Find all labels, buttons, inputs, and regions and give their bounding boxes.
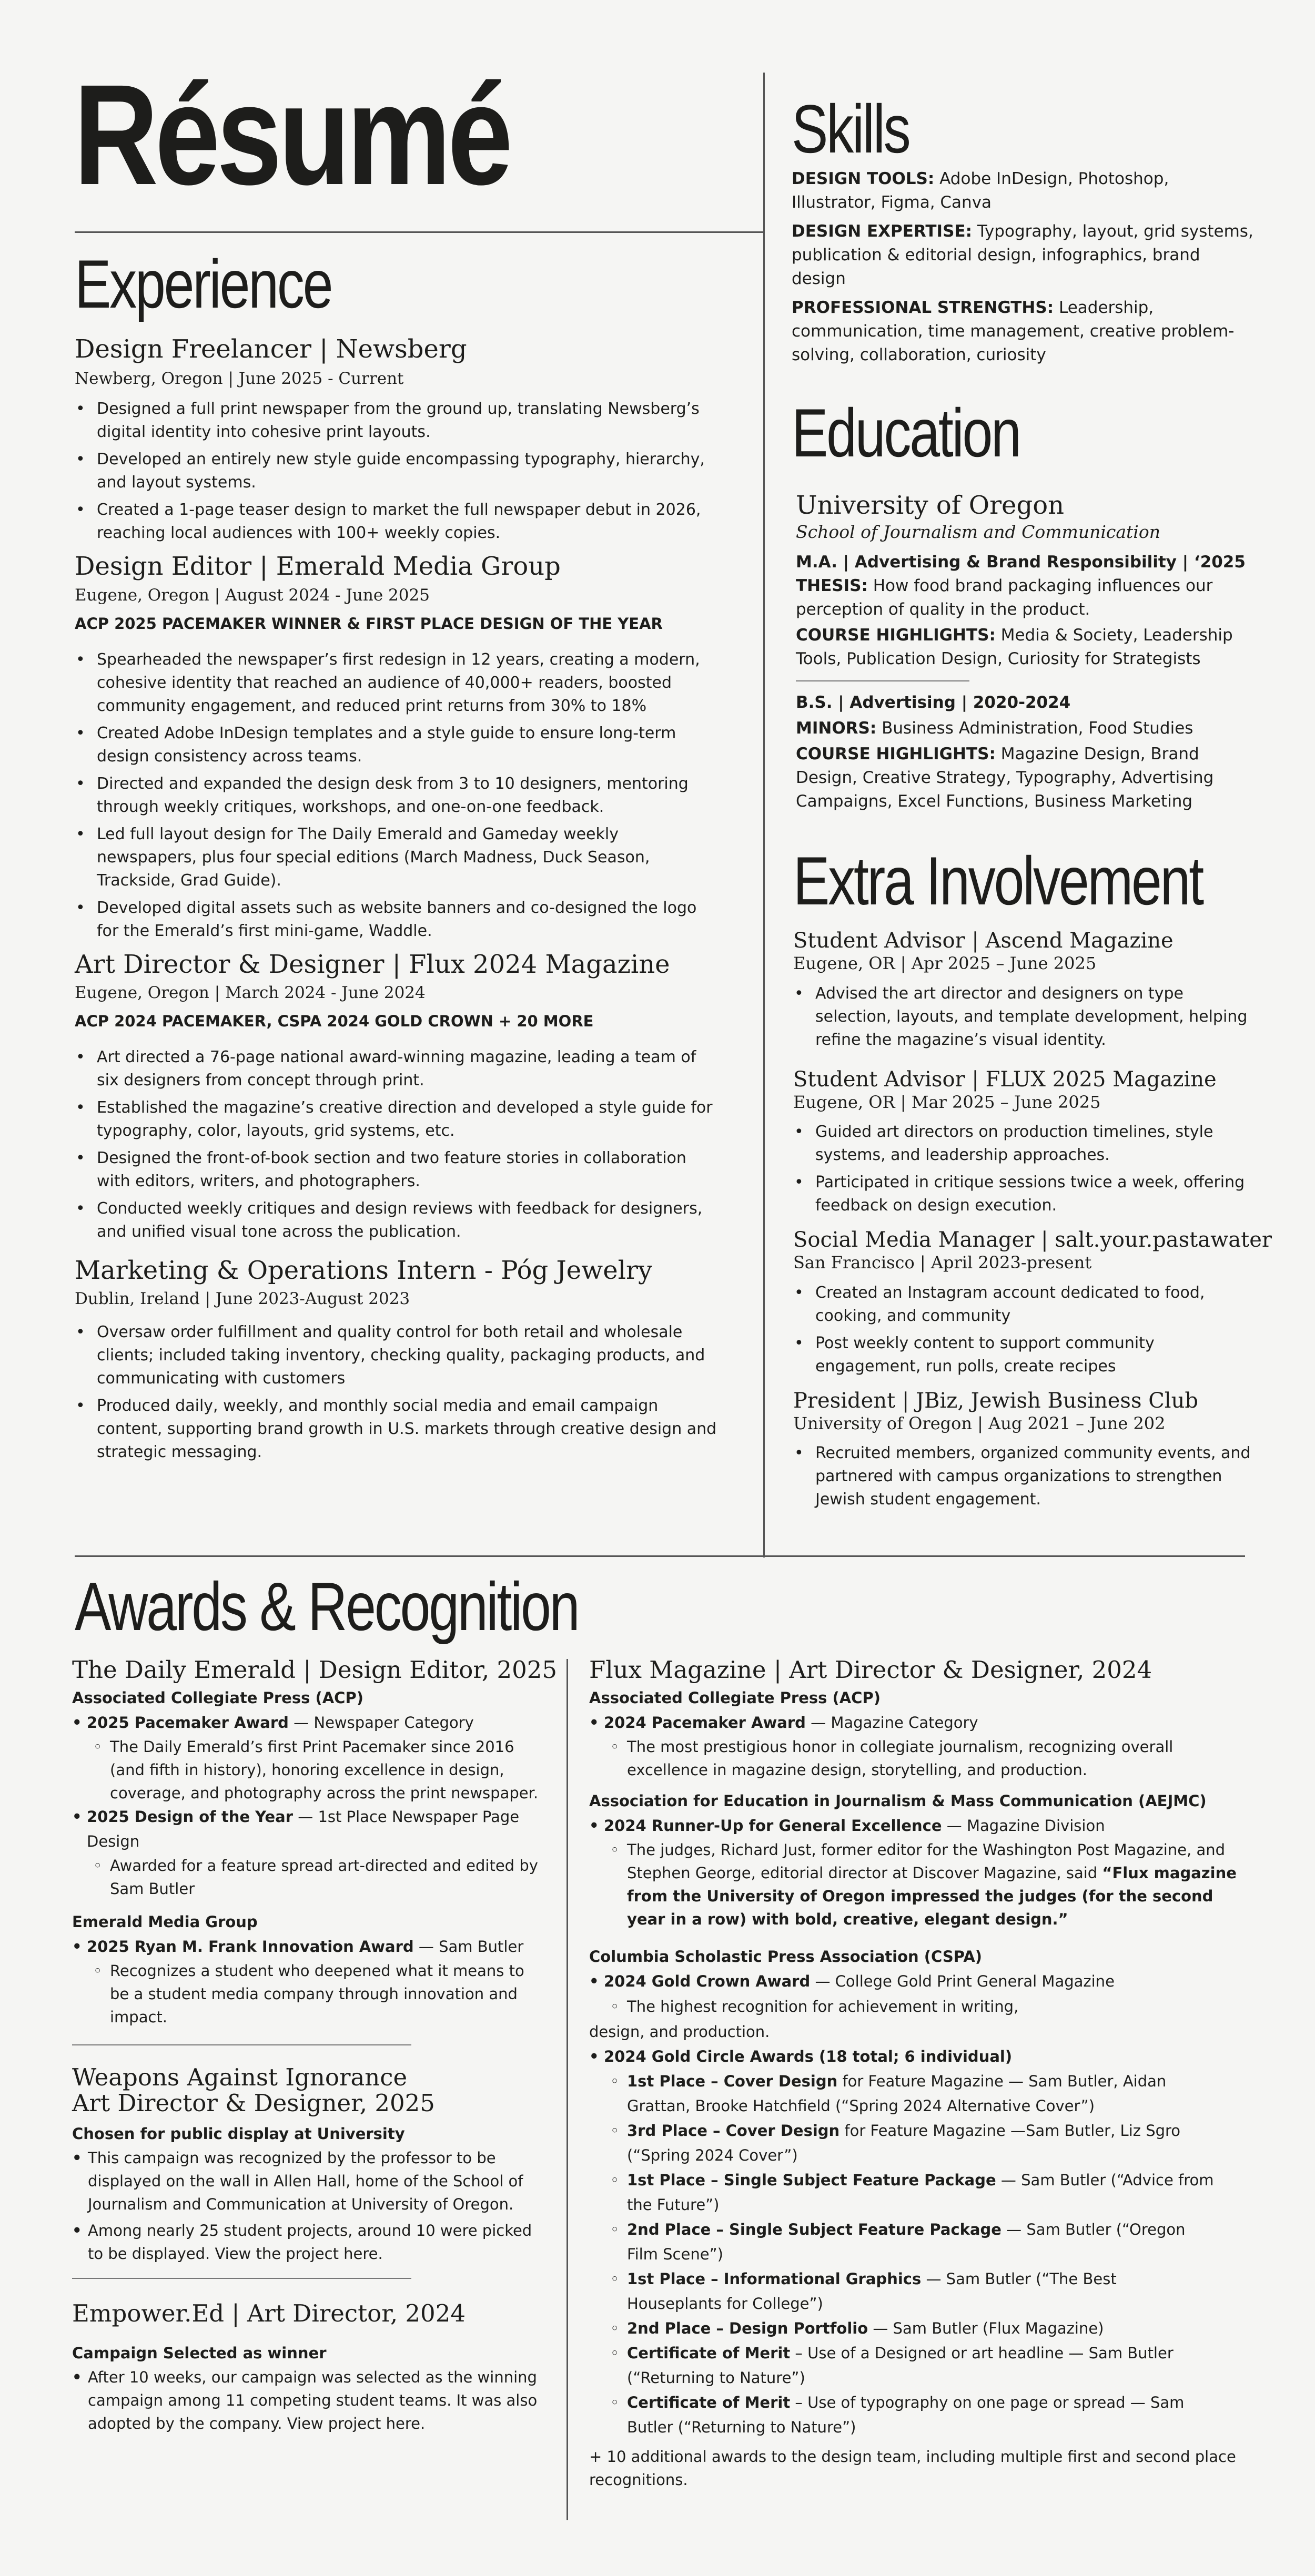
column-divider	[763, 73, 765, 1557]
list-item: • Led full layout design for The Daily Emerald and Gameday weekly newspapers, plus four special editions (March Madness, Duck Season, Trackside, Grad Guide).	[75, 823, 722, 892]
skill-item: PROFESSIONAL STRENGTHS: Leadership, communication, time management, creative problem-solving, collaboration, curiosity	[792, 298, 1235, 364]
award-bullet: • This campaign was recognized by the professor to be displayed on the wall in Allen Hall, home of the School of Journalism and Communication at University of Oregon.	[72, 2146, 545, 2216]
list-item: • Developed an entirely new style guide encompassing typography, hierarchy, and layout systems.	[75, 448, 722, 494]
award-circle-cont: the Future”)	[627, 2195, 720, 2214]
college-name: School of Journalism and Communication	[796, 522, 1160, 543]
award-detail: ◦ Awarded for a feature spread art-directed and edited by Sam Butler	[72, 1854, 545, 1900]
list-item: • Established the magazine’s creative direction and developed a style guide for typography, color, layouts, grid systems, etc.	[75, 1096, 722, 1143]
list-item: • Guided art directors on production timelines, style systems, and leadership approaches.	[793, 1121, 1256, 1167]
experience-heading: Experience	[75, 246, 332, 322]
list-item: • Created a 1-page teaser design to market the full newspaper debut in 2026, reaching local audiences with 100+ weekly copies.	[75, 498, 722, 545]
role-title: Social Media Manager | salt.your.pastawater	[793, 1228, 1272, 1253]
awards-divider	[75, 1555, 1245, 1557]
award-circle-cont: Houseplants for College”)	[627, 2294, 823, 2313]
award-detail: ◦ Recognizes a student who deepened what it means to be a student media company through innovation and impact.	[72, 1959, 545, 2029]
award-circle-item: ◦ 2nd Place – Design Portfolio — Sam Butler (Flux Magazine)	[589, 2316, 1255, 2341]
award-circle-item: ◦ 3rd Place – Cover Design for Feature Magazine —Sam Butler, Liz Sgro	[589, 2119, 1255, 2143]
involvement-section	[793, 842, 1272, 1515]
job-highlight: ACP 2025 PACEMAKER WINNER & FIRST PLACE DESIGN OF THE YEAR	[75, 614, 663, 633]
award-circle-item: ◦ 1st Place – Single Subject Feature Package — Sam Butler (“Advice from	[589, 2168, 1255, 2193]
list-item: • Oversaw order fulfillment and quality control for both retail and wholesale clients; included taking inventory, checking quality, packaging products, and communicating with customers	[75, 1321, 722, 1390]
job-flux	[75, 950, 722, 1244]
list-item: • Art directed a 76-page national award-winning magazine, leading a team of six designers from concept through print.	[75, 1046, 722, 1092]
list-item: • Produced daily, weekly, and monthly social media and email campaign content, supporting brand growth in U.S. markets through creative design and strategic messaging.	[75, 1394, 722, 1464]
role-flux	[793, 1067, 1256, 1218]
award-group-title: Weapons Against Ignorance	[72, 2063, 408, 2091]
job-title: Design Editor | Emerald Media Group	[75, 552, 561, 582]
job-title: Art Director & Designer | Flux 2024 Magazine	[75, 949, 670, 979]
skill-item: DESIGN TOOLS: Adobe InDesign, Photoshop, Illustrator, Figma, Canva	[792, 169, 1169, 212]
role-title: President | JBiz, Jewish Business Club	[793, 1388, 1198, 1413]
page-title: Résumé	[74, 55, 510, 215]
award-detail: ◦ The most prestigious honor in collegiate journalism, recognizing overall excellence in magazine design, storytelling, and production.	[589, 1735, 1255, 1781]
skills-section	[792, 90, 1255, 367]
award-detail-cont: design, and production.	[589, 2022, 770, 2041]
empower-divider	[72, 2278, 411, 2279]
award-item: • 2025 Ryan M. Frank Innovation Award — Sam Butler	[72, 1934, 545, 1959]
award-group-title: Flux Magazine | Art Director & Designer, 2024	[589, 1656, 1152, 1684]
job-highlight: ACP 2024 PACEMAKER, CSPA 2024 GOLD CROWN + 20 MORE	[75, 1012, 594, 1031]
list-item: • Spearheaded the newspaper’s first redesign in 12 years, creating a modern, cohesive identity that reached an audience of 40,000+ readers, boosted community engagement, and reduced print returns from 30% to 18%	[75, 648, 722, 718]
award-circle-cont: Butler (“Returning to Nature”)	[627, 2418, 856, 2436]
awards-right-column	[589, 1656, 1255, 2491]
award-circle-cont: (“Spring 2024 Cover”)	[627, 2146, 798, 2164]
award-org: Campaign Selected as winner	[72, 2344, 327, 2362]
ma-degree: M.A. | Advertising & Brand Responsibility | ‘2025	[796, 553, 1246, 572]
job-meta: Eugene, Oregon | August 2024 - June 2025	[75, 585, 430, 605]
role-meta: San Francisco | April 2023-present	[793, 1253, 1092, 1273]
additional-awards: + 10 additional awards to the design team, including multiple first and second place recognitions.	[589, 2447, 1236, 2489]
skills-heading: Skills	[792, 90, 909, 167]
list-item: • Created an Instagram account dedicated to food, cooking, and community	[793, 1281, 1256, 1328]
list-item: • Directed and expanded the design desk from 3 to 10 designers, mentoring through weekly critiques, workshops, and one-on-one feedback.	[75, 772, 722, 819]
role-meta: Eugene, OR | Mar 2025 – June 2025	[793, 1092, 1101, 1112]
awards-heading: Awards & Recognition	[75, 1568, 579, 1645]
award-item: • 2024 Gold Crown Award — College Gold Print General Magazine	[589, 1969, 1255, 1994]
weapons-divider	[72, 2044, 411, 2045]
degree-divider	[796, 680, 969, 681]
job-title: Design Freelancer | Newsberg	[75, 334, 467, 364]
involvement-heading: Extra Involvement	[793, 842, 1202, 919]
list-item: • Designed a full print newspaper from the ground up, translating Newsberg’s digital identity into cohesive print layouts.	[75, 398, 722, 444]
list-item: • Participated in critique sessions twice a week, offering feedback on design execution.	[793, 1171, 1256, 1217]
award-group-subtitle: Art Director & Designer, 2025	[72, 2089, 435, 2117]
award-group-title: Empower.Ed | Art Director, 2024	[72, 2299, 466, 2327]
list-item: • Designed the front-of-book section and two feature stories in collaboration with editors, writers, and photographers.	[75, 1147, 722, 1193]
awards-column-divider	[567, 1659, 568, 2520]
award-bullet: • After 10 weeks, our campaign was selected as the winning campaign among 11 competing student teams. It was also adopted by the company. View project here.	[72, 2366, 545, 2435]
award-bullet: • Among nearly 25 student projects, around 10 were picked to be displayed. View the project here.	[72, 2219, 545, 2265]
award-item: • 2024 Pacemaker Award — Magazine Category	[589, 1710, 1255, 1735]
awards-left-column	[72, 1656, 558, 2435]
award-item: • 2024 Runner-Up for General Excellence — Magazine Division	[589, 1814, 1255, 1838]
bs-minors: MINORS: Business Administration, Food Studies	[796, 719, 1193, 738]
award-org: Association for Education in Journalism & Mass Communication (AEJMC)	[589, 1791, 1207, 1810]
title-divider	[75, 231, 763, 233]
award-circle-item: ◦ Certificate of Merit – Use of a Designed or art headline — Sam Butler	[589, 2341, 1255, 2366]
award-detail: ◦ The Daily Emerald’s first Print Pacemaker since 2016 (and fifth in history), honoring excellence in design, coverage, and photography across the print newspaper.	[72, 1735, 545, 1805]
list-item: • Conducted weekly critiques and design reviews with feedback for designers, and unified visual tone across the publication.	[75, 1197, 722, 1244]
award-circle-item: ◦ 1st Place – Cover Design for Feature Magazine — Sam Butler, Aidan	[589, 2069, 1255, 2094]
award-org: Chosen for public display at University	[72, 2124, 405, 2143]
role-salt	[793, 1228, 1272, 1378]
job-pog	[75, 1256, 722, 1464]
list-item: • Recruited members, organized community events, and partnered with campus organizations to strengthen Jewish student engagement.	[793, 1442, 1256, 1511]
award-org: Associated Collegiate Press (ACP)	[589, 1688, 881, 1707]
ma-thesis: THESIS: How food brand packaging influences our perception of quality in the product.	[796, 576, 1213, 619]
role-meta: University of Oregon | Aug 2021 – June 202	[793, 1413, 1166, 1433]
list-item: • Advised the art director and designers on type selection, layouts, and template development, helping refine the magazine’s visual identity.	[793, 982, 1256, 1052]
gold-circle-list	[589, 2069, 1255, 2440]
bs-courses: COURSE HIGHLIGHTS: Magazine Design, Brand Design, Creative Strategy, Typography, Advertising Campaigns, Excel Functions, Business Marketing	[796, 745, 1214, 811]
job-meta: Eugene, Oregon | March 2024 - June 2024	[75, 983, 426, 1002]
award-item: • 2024 Gold Circle Awards (18 total; 6 individual)	[589, 2044, 1255, 2069]
job-meta: Dublin, Ireland | June 2023-August 2023	[75, 1289, 410, 1308]
job-meta: Newberg, Oregon | June 2025 - Current	[75, 369, 404, 389]
award-detail: ◦ The judges, Richard Just, former editor for the Washington Post Magazine, and Stephen George, editorial director at Discover Magazine, said “Flux magazine from the University of Oregon impressed the judges (for the second year in a row) with bold, creative, elegant design.”	[589, 1838, 1255, 1931]
education-section	[792, 394, 1255, 813]
role-meta: Eugene, OR | Apr 2025 – June 2025	[793, 953, 1097, 973]
skill-item: DESIGN EXPERTISE: Typography, layout, grid systems, publication & editorial design, infographics, brand design	[792, 222, 1253, 288]
education-heading: Education	[792, 394, 1020, 471]
bs-degree: B.S. | Advertising | 2020-2024	[796, 693, 1071, 712]
award-circle-item: ◦ 1st Place – Informational Graphics — Sam Butler (“The Best	[589, 2267, 1255, 2292]
school-name: University of Oregon	[796, 491, 1064, 520]
award-org: Associated Collegiate Press (ACP)	[72, 1688, 363, 1707]
award-circle-cont: (“Returning to Nature”)	[627, 2368, 805, 2387]
award-group-title: The Daily Emerald | Design Editor, 2025	[72, 1656, 558, 1684]
award-circle-item: ◦ Certificate of Merit – Use of typography on one page or spread — Sam	[589, 2390, 1255, 2415]
job-title: Marketing & Operations Intern - Póg Jewelry	[75, 1255, 653, 1285]
award-circle-item: ◦ 2nd Place – Single Subject Feature Package — Sam Butler (“Oregon	[589, 2217, 1255, 2242]
role-jbiz	[793, 1389, 1256, 1512]
job-newsberg	[75, 335, 722, 545]
job-emerald	[75, 552, 722, 942]
role-title: Student Advisor | FLUX 2025 Magazine	[793, 1067, 1217, 1092]
experience-section	[75, 246, 722, 1468]
role-title: Student Advisor | Ascend Magazine	[793, 929, 1174, 953]
award-item: • 2025 Design of the Year — 1st Place Newspaper Page Design	[72, 1805, 545, 1854]
award-detail: ◦ The highest recognition for achievement in writing,	[589, 1994, 1255, 2019]
list-item: • Developed digital assets such as website banners and co-designed the logo for the Emerald’s first mini-game, Waddle.	[75, 897, 722, 943]
list-item: • Created Adobe InDesign templates and a style guide to ensure long-term design consistency across teams.	[75, 722, 722, 768]
list-item: • Post weekly content to support community engagement, run polls, create recipes	[793, 1332, 1256, 1378]
award-circle-cont: Grattan, Brooke Hatchfield (“Spring 2024 Alternative Cover”)	[627, 2096, 1095, 2115]
award-org: Columbia Scholastic Press Association (CSPA)	[589, 1947, 983, 1966]
award-org: Emerald Media Group	[72, 1912, 258, 1931]
award-circle-cont: Film Scene”)	[627, 2245, 723, 2263]
ma-courses: COURSE HIGHLIGHTS: Media & Society, Leadership Tools, Publication Design, Curiosity for Strategists	[796, 626, 1233, 669]
award-item: • 2025 Pacemaker Award — Newspaper Category	[72, 1710, 545, 1735]
role-ascend	[793, 929, 1256, 1052]
